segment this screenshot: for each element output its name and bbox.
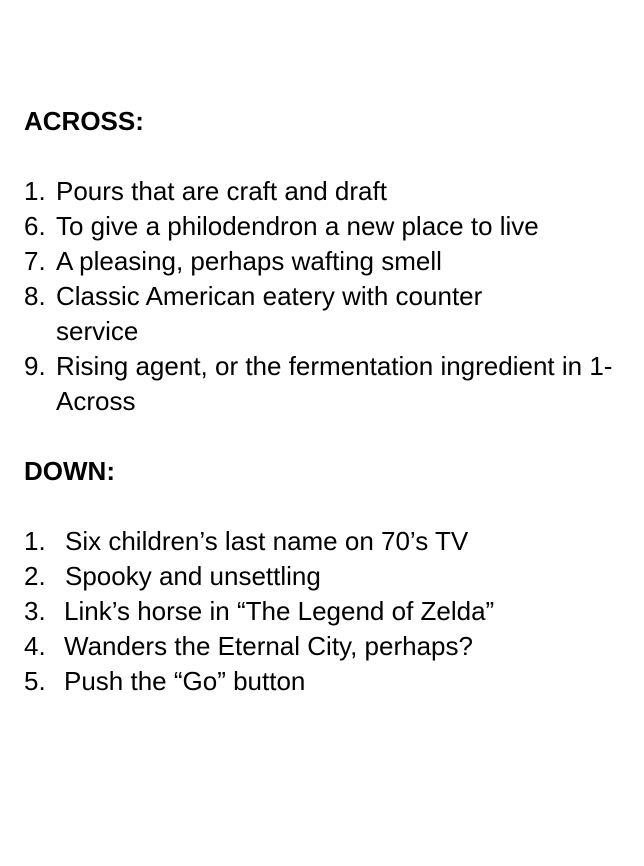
clue-number: 2. <box>24 561 46 591</box>
clue-text: Six children’s last name on 70’s TV <box>65 526 469 556</box>
clue-number: 7. <box>24 246 46 276</box>
down-section <box>24 454 624 699</box>
clue-text: Push the “Go” button <box>64 666 306 696</box>
clue-text: Classic American eatery with counter service <box>56 281 483 346</box>
clue-number: 5. <box>24 666 46 696</box>
clue-text: Rising agent, or the fermentation ingredient in 1-Across <box>56 351 613 416</box>
down-clue-2 <box>24 559 624 594</box>
clue-number: 1. <box>24 526 46 556</box>
across-clue-9 <box>24 349 624 419</box>
clue-text: Spooky and unsettling <box>65 561 321 591</box>
clue-number: 3. <box>24 596 46 626</box>
down-clue-4 <box>24 629 624 664</box>
down-clue-3 <box>24 594 624 629</box>
clue-number: 8. <box>24 281 46 311</box>
across-section <box>24 104 624 419</box>
spacer <box>24 139 624 174</box>
across-clue-8 <box>24 279 624 349</box>
spacer <box>24 489 624 524</box>
clue-sheet <box>24 104 624 699</box>
across-clue-1 <box>24 174 624 209</box>
across-clue-6 <box>24 209 624 244</box>
section-gap <box>24 419 624 454</box>
down-clue-1 <box>24 524 624 559</box>
clue-text: Wanders the Eternal City, perhaps? <box>64 631 473 661</box>
across-clue-7 <box>24 244 624 279</box>
clue-number: 6. <box>24 211 46 241</box>
clue-text: To give a philodendron a new place to live <box>56 211 539 241</box>
down-clue-5 <box>24 664 624 699</box>
clue-text: Pours that are craft and draft <box>56 176 387 206</box>
across-heading: ACROSS: <box>24 106 144 136</box>
clue-number: 1. <box>24 176 46 206</box>
clue-text: A pleasing, perhaps wafting smell <box>56 246 442 276</box>
clue-number: 4. <box>24 631 46 661</box>
clue-number: 9. <box>24 351 46 381</box>
clue-text: Link’s horse in “The Legend of Zelda” <box>64 596 495 626</box>
down-heading: DOWN: <box>24 456 115 486</box>
